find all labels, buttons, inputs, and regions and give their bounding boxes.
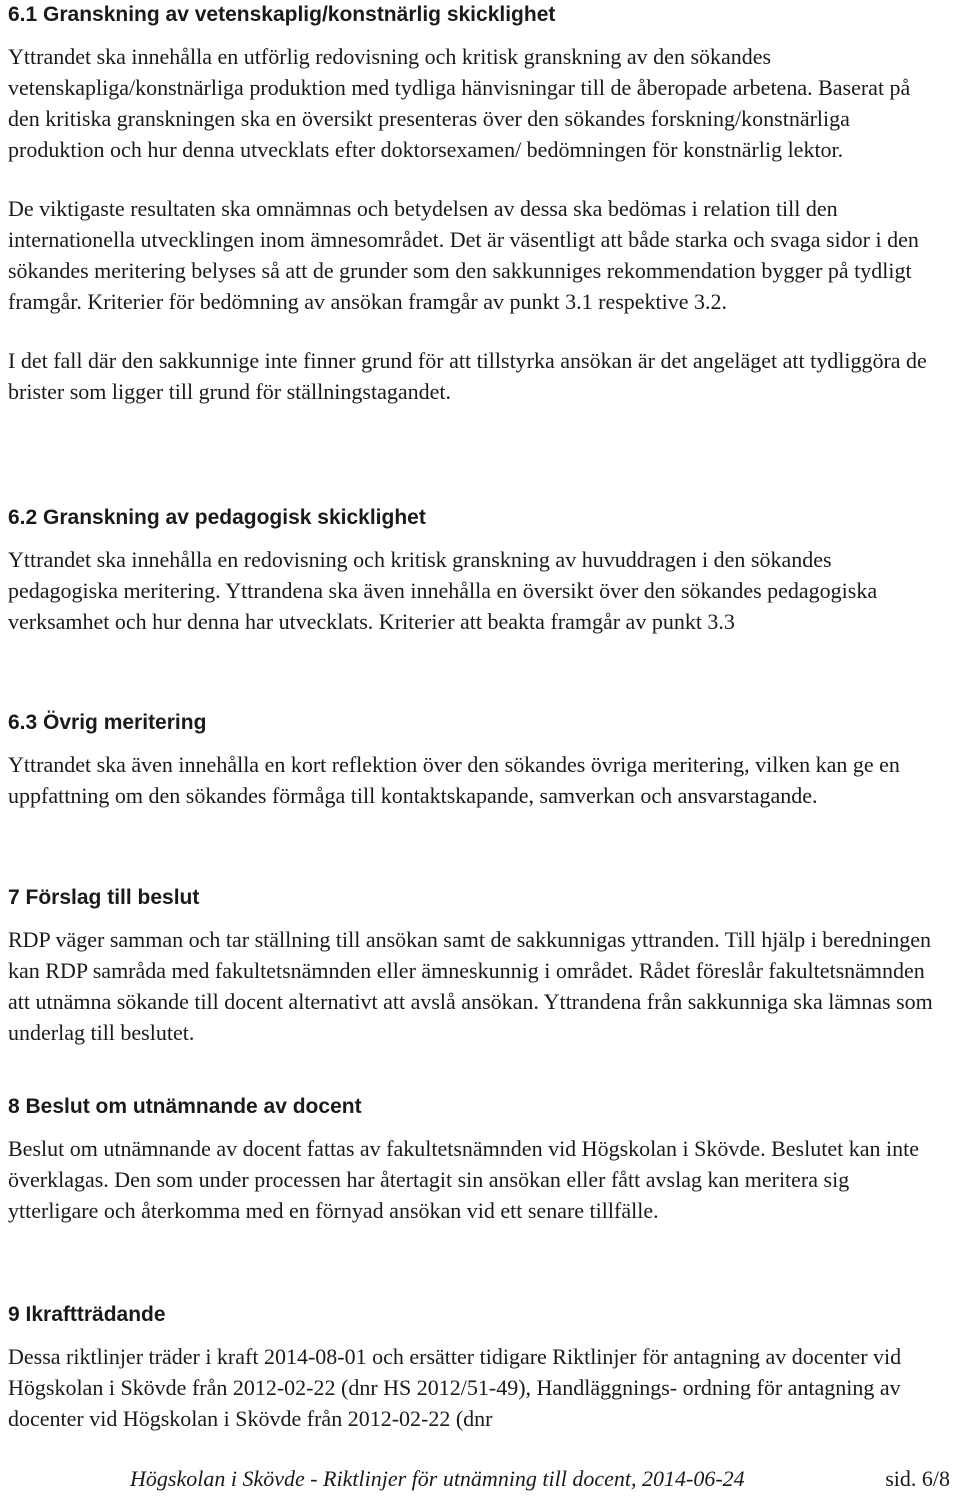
paragraph: Yttrandet ska innehålla en utförlig redovisning och kritisk granskning av den sökandes vetenskapliga/konstnärliga produktion med tydliga hänvisningar till de åberopade arbetena. Baserat på den kritiska granskningen ska en översikt presenteras över den sökandes forskning/konstnärliga produktion och hur denna utvecklats efter doktorsexamen/ bedömningen för konstnärlig lektor. [8, 44, 911, 163]
paragraph: RDP väger samman och tar ställning till ansökan samt de sakkunnigas yttranden. Till hjälp i beredningen kan RDP samråda med fakultetsnämnden eller ämneskunnig i området. Rådet föreslår fakultetsnämnden att utnämna sökande till docent alternativt att avslå ansökan. Yttrandena från sakkunniga ska lämnas som underlag till beslutet. [8, 927, 933, 1046]
section-6-2 [8, 505, 938, 665]
footer-doc-title: Högskolan i Skövde - Riktlinjer för utnämning till docent, 2014-06-24 [130, 1466, 745, 1491]
heading-6-2: 6.2 Granskning av pedagogisk skicklighet [8, 506, 426, 529]
paragraph: Dessa riktlinjer träder i kraft 2014-08-01 och ersätter tidigare Riktlinjer för antagning av docenter vid Högskolan i Skövde från 2012-02-22 (dnr HS 2012/51-49), Handläggnings- ordning för antagning av docenter vid Högskolan i Skövde från 2012-02-22 (dnr [8, 1344, 902, 1432]
page-number: sid. 6/8 [885, 1466, 950, 1491]
section-9 [8, 1302, 938, 1462]
section-8 [8, 1094, 938, 1254]
heading-8: 8 Beslut om utnämnande av docent [8, 1095, 362, 1118]
paragraph: Yttrandet ska även innehålla en kort reflektion över den sökandes övriga meritering, vilken kan ge en uppfattning om den sökandes förmåga till kontaktskapande, samverkan och ansvarstagande. [8, 752, 900, 809]
heading-7: 7 Förslag till beslut [8, 886, 200, 909]
section-6-3 [8, 710, 938, 839]
heading-6-1: 6.1 Granskning av vetenskaplig/konstnärlig skicklighet [8, 3, 556, 26]
paragraph: Yttrandet ska innehålla en redovisning och kritisk granskning av huvuddragen i den sökandes pedagogiska meritering. Yttrandena ska även innehålla en översikt över den sökandes pedagogiska verksamhet och hur denna har utvecklats. Kriterier att beakta framgår av punkt 3.3 [8, 547, 878, 635]
page-footer [130, 1466, 950, 1492]
paragraph: De viktigaste resultaten ska omnämnas och betydelsen av dessa ska bedömas i relation till den internationella utvecklingen inom ämnesområdet. Det är väsentligt att både starka och svaga sidor i den sökandes meritering belyses så att de grunder som den sakkunniges rekommendation bygger på tydligt framgår. Kriterier för bedömning av ansökan framgår av punkt 3.1 respektive 3.2. [8, 196, 919, 315]
heading-9: 9 Ikraftträdande [8, 1303, 166, 1326]
section-6-1 [8, 2, 938, 435]
paragraph: Beslut om utnämnande av docent fattas av fakultetsnämnden vid Högskolan i Skövde. Beslutet kan inte överklagas. Den som under processen har återtagit sin ansökan eller fått avslag kan meritera sig ytterligare och återkomma med en förnyad ansökan vid ett senare tillfälle. [8, 1136, 919, 1224]
paragraph: I det fall där den sakkunnige inte finner grund för att tillstyrka ansökan är det angeläget att tydliggöra de brister som ligger till grund för ställningstagandet. [8, 348, 927, 405]
heading-6-3: 6.3 Övrig meritering [8, 711, 207, 734]
section-7 [8, 885, 938, 1076]
